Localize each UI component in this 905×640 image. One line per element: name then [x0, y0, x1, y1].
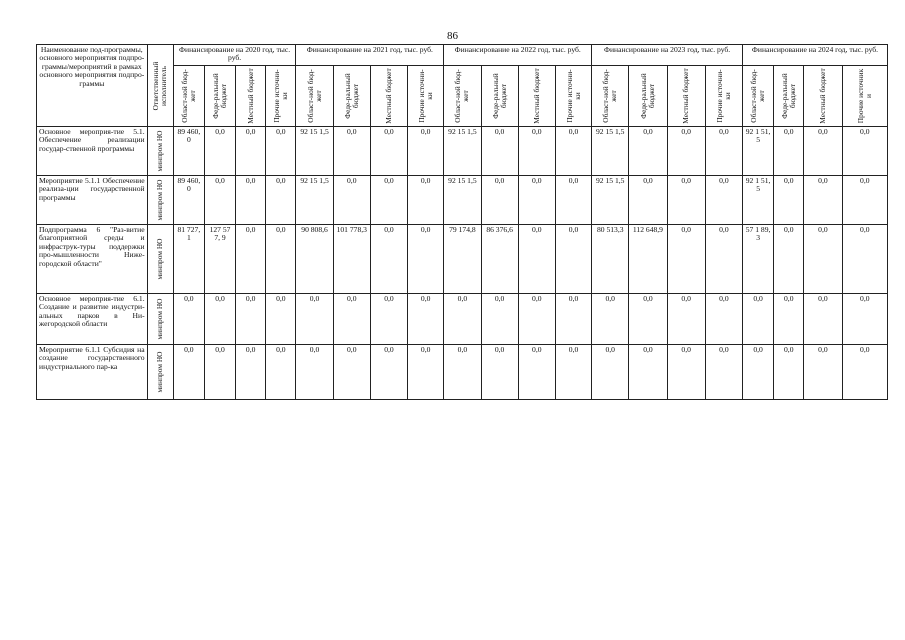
value-cell: 92 15 1,5: [592, 127, 629, 176]
value-cell: 0,0: [266, 176, 296, 225]
value-cell: 0,0: [370, 127, 407, 176]
row-executor: минпром НО: [147, 345, 173, 400]
value-cell: 0,0: [236, 345, 266, 400]
value-cell: 0,0: [408, 225, 444, 294]
header-year-2022: Финансирование на 2022 год, тыс. руб.: [444, 45, 592, 66]
value-cell: 0,0: [370, 294, 407, 345]
value-cell: 0,0: [774, 345, 804, 400]
value-cell: 101 778,3: [333, 225, 370, 294]
value-cell: 0,0: [266, 225, 296, 294]
value-cell: 0,0: [481, 345, 518, 400]
value-cell: 0,0: [705, 127, 742, 176]
value-cell: 0,0: [296, 345, 333, 400]
value-cell: 92 1 51,5: [743, 127, 774, 176]
value-cell: 0,0: [629, 176, 667, 225]
value-cell: 0,0: [667, 176, 705, 225]
value-cell: 0,0: [667, 127, 705, 176]
header-regional-budget: Област-ной бюд-жет: [296, 66, 333, 127]
value-cell: 0,0: [266, 345, 296, 400]
value-cell: 0,0: [333, 127, 370, 176]
value-cell: 0,0: [842, 225, 887, 294]
value-cell: 112 648,9: [629, 225, 667, 294]
value-cell: 0,0: [629, 294, 667, 345]
value-cell: 0,0: [705, 294, 742, 345]
value-cell: 0,0: [592, 345, 629, 400]
row-executor: минпром НО: [147, 127, 173, 176]
value-cell: 92 15 1,5: [444, 127, 481, 176]
value-cell: 0,0: [774, 176, 804, 225]
value-cell: 0,0: [842, 127, 887, 176]
value-cell: 0,0: [842, 345, 887, 400]
value-cell: 90 808,6: [296, 225, 333, 294]
value-cell: 0,0: [592, 294, 629, 345]
row-executor: минпром НО: [147, 294, 173, 345]
value-cell: 0,0: [444, 294, 481, 345]
header-local-budget: Местный бюджет: [667, 66, 705, 127]
row-name: Подпрограмма 6 "Раз-витие благоприятной среды и инфраструк-туры поддержки про-мышленности Ниже-городской области": [37, 225, 148, 294]
table-row: [37, 294, 888, 345]
value-cell: 0,0: [266, 294, 296, 345]
value-cell: 0,0: [370, 225, 407, 294]
value-cell: 0,0: [518, 345, 555, 400]
row-name: Мероприятие 6.1.1 Субсидия на создание государственного индустриального пар-ка: [37, 345, 148, 400]
value-cell: 0,0: [774, 225, 804, 294]
header-row-years: [37, 45, 888, 66]
value-cell: 0,0: [408, 176, 444, 225]
value-cell: 0,0: [204, 176, 235, 225]
value-cell: 0,0: [408, 345, 444, 400]
value-cell: 86 376,6: [481, 225, 518, 294]
value-cell: 0,0: [444, 345, 481, 400]
value-cell: 0,0: [408, 127, 444, 176]
value-cell: 0,0: [629, 345, 667, 400]
table-row: [37, 176, 888, 225]
header-federal-budget: Феде-ральный бюджет: [629, 66, 667, 127]
table-body: [37, 127, 888, 400]
header-federal-budget: Феде-ральный бюджет: [204, 66, 235, 127]
value-cell: 57 1 89,3: [743, 225, 774, 294]
row-executor: минпром НО: [147, 225, 173, 294]
header-federal-budget: Феде-ральный бюджет: [333, 66, 370, 127]
header-executor: Ответственный исполнитель: [147, 45, 173, 127]
header-other-sources: Прочие источни-ки: [705, 66, 742, 127]
value-cell: 0,0: [266, 127, 296, 176]
value-cell: 0,0: [236, 294, 266, 345]
financing-table: [36, 44, 888, 400]
value-cell: 0,0: [842, 176, 887, 225]
value-cell: 0,0: [518, 127, 555, 176]
value-cell: 0,0: [296, 294, 333, 345]
value-cell: 0,0: [774, 127, 804, 176]
value-cell: 0,0: [804, 127, 842, 176]
value-cell: 0,0: [173, 345, 204, 400]
value-cell: 0,0: [481, 127, 518, 176]
header-year-2023: Финансирование на 2023 год, тыс. руб.: [592, 45, 743, 66]
value-cell: 0,0: [804, 294, 842, 345]
header-local-budget: Местный бюджет: [236, 66, 266, 127]
value-cell: 0,0: [555, 225, 591, 294]
table-row: [37, 225, 888, 294]
header-regional-budget: Област-ной бюд-жет: [444, 66, 481, 127]
value-cell: 0,0: [555, 294, 591, 345]
value-cell: 0,0: [204, 294, 235, 345]
value-cell: 0,0: [667, 345, 705, 400]
value-cell: 92 1 51,5: [743, 176, 774, 225]
value-cell: 0,0: [204, 127, 235, 176]
value-cell: 0,0: [804, 176, 842, 225]
header-federal-budget: Феде-ральный бюджет: [481, 66, 518, 127]
value-cell: 0,0: [481, 176, 518, 225]
value-cell: 0,0: [555, 345, 591, 400]
header-federal-budget: Феде-ральный бюджет: [774, 66, 804, 127]
value-cell: 0,0: [333, 345, 370, 400]
value-cell: 0,0: [705, 225, 742, 294]
value-cell: 0,0: [555, 176, 591, 225]
header-other-sources: Прочие источни-ки: [555, 66, 591, 127]
page-number: 86: [447, 30, 458, 42]
value-cell: 0,0: [518, 294, 555, 345]
value-cell: 0,0: [370, 176, 407, 225]
header-local-budget: Местный бюджет: [518, 66, 555, 127]
value-cell: 0,0: [333, 176, 370, 225]
value-cell: 0,0: [774, 294, 804, 345]
header-local-budget: Местный бюджет: [804, 66, 842, 127]
row-name: Основное мероприя-тие 6.1. Создание и развитие индустри-альных парков в Ни-жегородской области: [37, 294, 148, 345]
value-cell: 0,0: [204, 345, 235, 400]
header-year-2020: Финансирование на 2020 год, тыс. руб.: [173, 45, 296, 66]
value-cell: 89 460, 0: [173, 127, 204, 176]
value-cell: 0,0: [629, 127, 667, 176]
row-name: Мероприятие 5.1.1 Обеспечение реализа-ции государственной программы: [37, 176, 148, 225]
table-row: [37, 345, 888, 400]
value-cell: 0,0: [236, 176, 266, 225]
value-cell: 92 15 1,5: [444, 176, 481, 225]
value-cell: 0,0: [518, 225, 555, 294]
value-cell: 127 577, 9: [204, 225, 235, 294]
row-executor: минпром НО: [147, 176, 173, 225]
value-cell: 0,0: [667, 294, 705, 345]
value-cell: 0,0: [842, 294, 887, 345]
header-name: Наименование под-программы, основного мероприятия подпро-граммы/мероприятий в рамках основного мероприятия подпро-граммы: [37, 45, 148, 127]
header-regional-budget: Област-ной бюд-жет: [592, 66, 629, 127]
value-cell: 0,0: [705, 176, 742, 225]
header-other-sources: Прочие источник и: [842, 66, 887, 127]
value-cell: 92 15 1,5: [296, 176, 333, 225]
value-cell: 92 15 1,5: [296, 127, 333, 176]
header-year-2021: Финансирование на 2021 год, тыс. руб.: [296, 45, 444, 66]
value-cell: 80 513,3: [592, 225, 629, 294]
header-regional-budget: Област-ной бюд-жет: [743, 66, 774, 127]
header-year-2024: Финансирование на 2024 год, тыс. руб.: [743, 45, 888, 66]
value-cell: 0,0: [667, 225, 705, 294]
value-cell: 92 15 1,5: [592, 176, 629, 225]
value-cell: 0,0: [743, 345, 774, 400]
value-cell: 79 174,8: [444, 225, 481, 294]
value-cell: 0,0: [236, 127, 266, 176]
value-cell: 0,0: [333, 294, 370, 345]
value-cell: 0,0: [743, 294, 774, 345]
value-cell: 0,0: [804, 345, 842, 400]
value-cell: 0,0: [555, 127, 591, 176]
value-cell: 0,0: [705, 345, 742, 400]
value-cell: 0,0: [408, 294, 444, 345]
value-cell: 0,0: [518, 176, 555, 225]
table-row: [37, 127, 888, 176]
value-cell: 81 727, 1: [173, 225, 204, 294]
value-cell: 89 460, 0: [173, 176, 204, 225]
value-cell: 0,0: [236, 225, 266, 294]
value-cell: 0,0: [804, 225, 842, 294]
value-cell: 0,0: [370, 345, 407, 400]
header-regional-budget: Област-ной бюд-жет: [173, 66, 204, 127]
row-name: Основное мероприя-тие 5.1. Обеспечение реализации государ-ственной программы: [37, 127, 148, 176]
header-local-budget: Местный бюджет: [370, 66, 407, 127]
value-cell: 0,0: [173, 294, 204, 345]
value-cell: 0,0: [481, 294, 518, 345]
header-other-sources: Прочие источни-ки: [408, 66, 444, 127]
header-other-sources: Прочие источни-ки: [266, 66, 296, 127]
